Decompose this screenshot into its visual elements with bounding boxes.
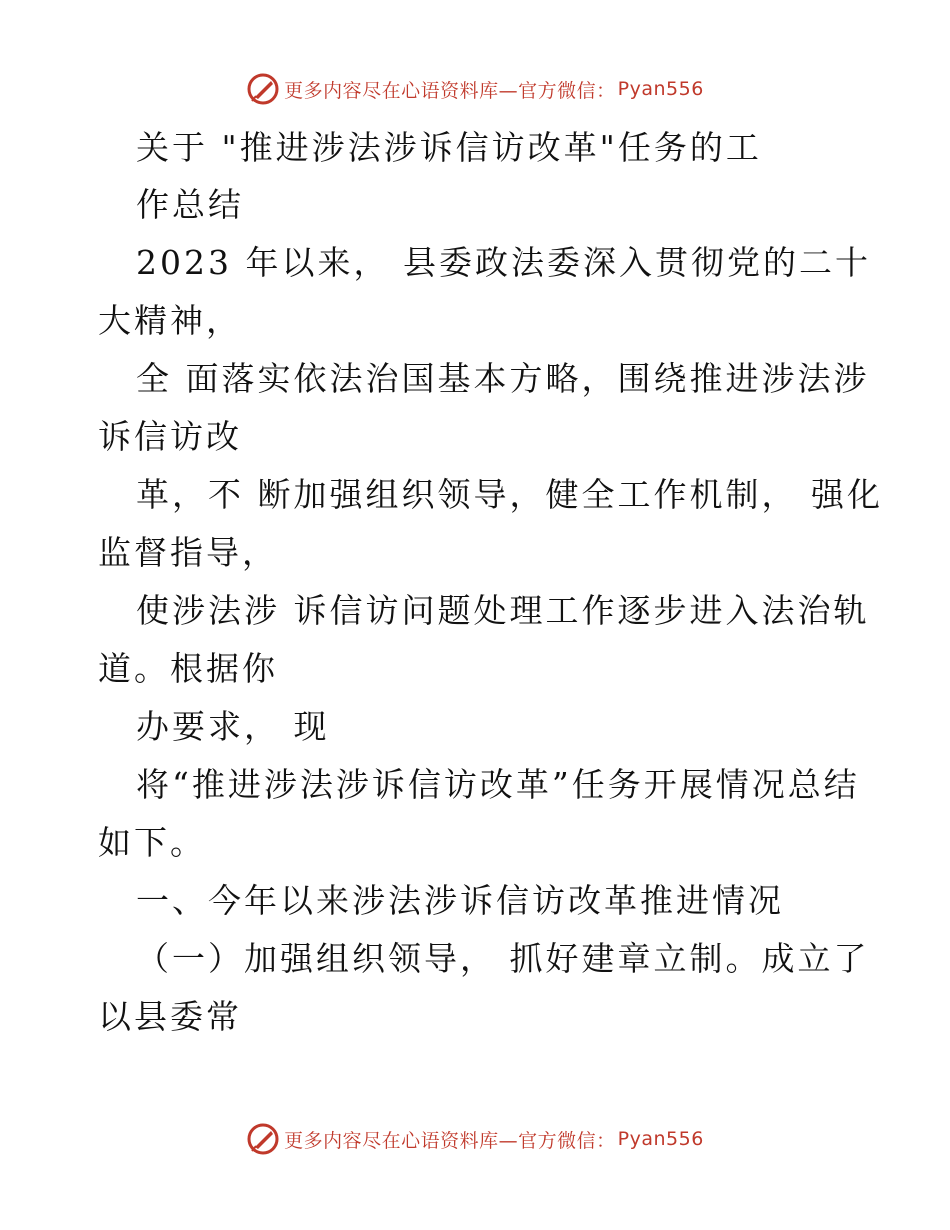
subsection-heading: （一）加强组织领导， 抓好建章立制。成立了 [136,939,870,978]
text-line: 道。根据你 [98,649,278,688]
text-line: 监督指导， [98,533,278,572]
text-line: 如下。 [98,823,206,862]
title-line-1: 关于 "推进涉法涉诉信访改革"任务的工 [136,128,762,167]
section-heading: 一、今年以来涉法涉诉信访改革推进情况 [136,881,784,920]
text-line: 以县委常 [98,997,242,1036]
text-line: 办要求， 现 [136,707,330,746]
text-line: 诉信访改 [98,417,242,456]
text-line: 全 面落实依法治国基本方略，围绕推进涉法涉 [136,359,870,398]
quill-logo-icon [246,72,280,106]
watermark-id: Pyan556 [617,1128,704,1150]
watermark-text: 更多内容尽在心语资料库—官方微信： [284,79,616,102]
text-line: 2023 年以来， 县委政法委深入贯彻党的二十 [136,243,871,282]
quill-logo-icon [246,1122,280,1156]
watermark-footer [0,1122,950,1156]
text-line: 使涉法涉 诉信访问题处理工作逐步进入法治轨 [136,591,870,630]
watermark-id: Pyan556 [617,78,704,100]
text-line: 将“推进涉法涉诉信访改革”任务开展情况总结 [136,765,860,804]
title-line-2: 作总结 [136,185,244,224]
watermark-header [0,72,950,106]
watermark-text: 更多内容尽在心语资料库—官方微信： [284,1129,616,1152]
text-line: 革，不 断加强组织领导，健全工作机制， 强化 [136,475,883,514]
text-line: 大精神， [98,301,242,340]
